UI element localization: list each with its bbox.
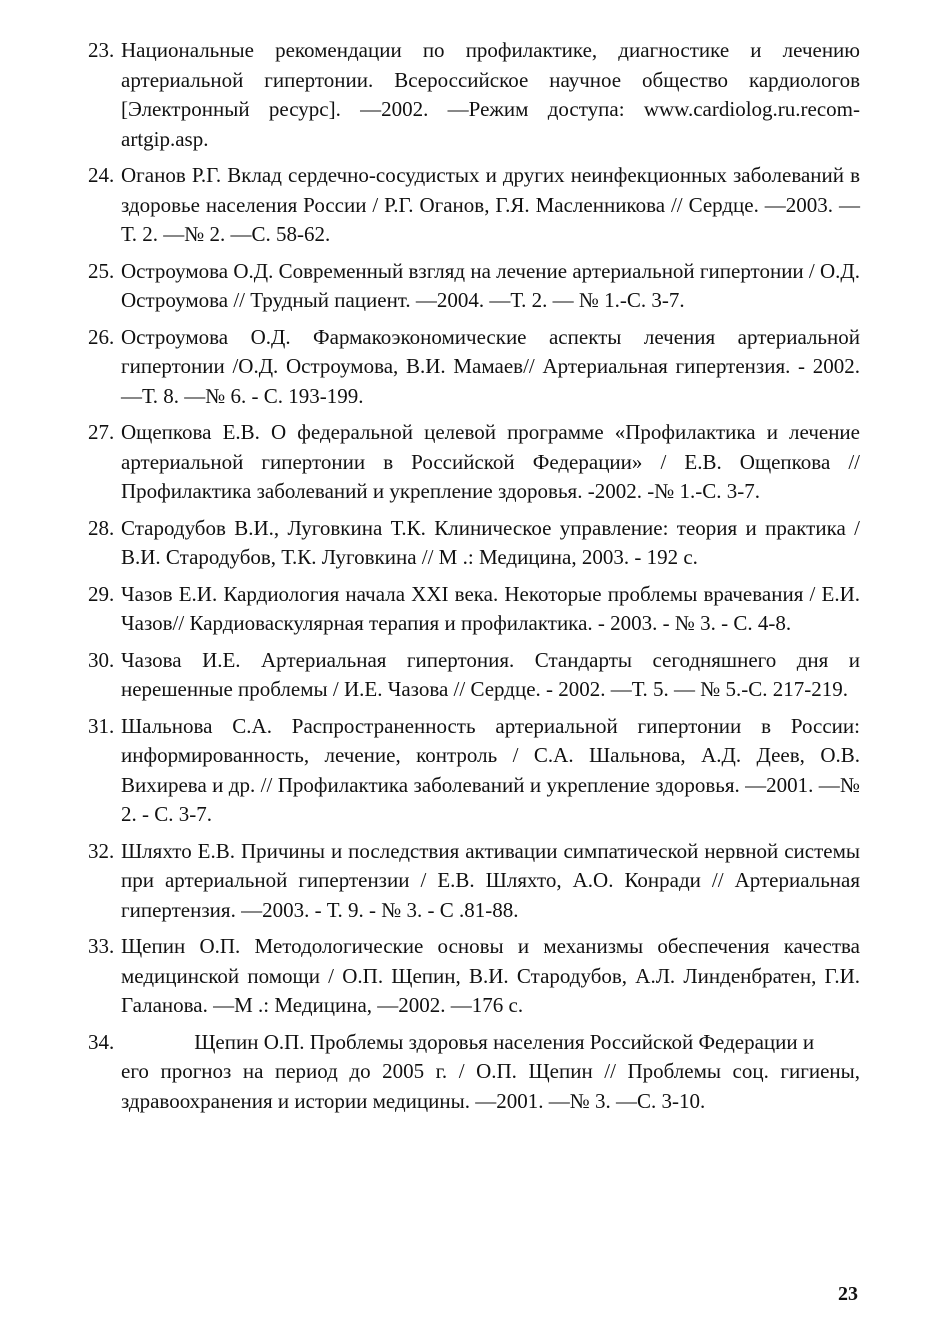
reference-text: Оганов Р.Г. Вклад сердечно-сосудистых и других неинфекционных заболеваний в здоровье населения России / Р.Г. Оганов, Г.Я. Масленникова // Сердце. —2003. —Т. 2. —№ 2. —С. 58-62. — [121, 163, 860, 246]
reference-text: Шляхто Е.В. Причины и последствия активации симпатической нервной системы при артериальной гипертензии / Е.В. Шляхто, А.О. Конради // Артериальная гипертензия. —2003. - Т. 9. - № 3. - С .81-88. — [121, 838, 860, 922]
reference-item — [88, 580, 860, 639]
reference-item — [88, 36, 860, 154]
reference-number: 30. — [88, 647, 115, 672]
reference-number: 24. — [88, 163, 115, 187]
reference-text: Остроумова О.Д. Фармакоэкономические аспекты лечения артериальной гипертонии /О.Д. Остроумова, В.И. Мамаев// Артериальная гипертензия. - 2002. —Т. 8. —№ 6. - С. 193-199. — [121, 324, 860, 408]
reference-text: Остроумова О.Д. Современный взгляд на лечение артериальной гипертонии / О.Д. Остроумова // Трудный пациент. —2004. —Т. 2. — № 1.-С. 3-7. — [121, 258, 860, 312]
reference-number: 31. — [88, 713, 115, 738]
reference-item — [88, 932, 860, 1021]
reference-text: Шальнова С.А. Распространенность артериальной гипертонии в России: информированность, лечение, контроль / С.А. Шальнова, А.Д. Деев, О.В. Вихирева и др. // Профилактика заболеваний и укрепление здоровья. —2001. —№ 2. - С. 3-7. — [121, 713, 860, 826]
reference-item — [88, 161, 860, 250]
reference-number: 26. — [88, 324, 115, 349]
reference-item — [88, 514, 860, 573]
reference-number: 32. — [88, 838, 115, 863]
reference-number: 33. — [88, 934, 115, 958]
reference-text: Щепин О.П. Методологические основы и механизмы обеспечения качества медицинской помощи / О.П. Щепин, В.И. Стародубов, А.Л. Линденбратен, Г.И. Галанова. —М .: Медицина, —2002. —176 с. — [121, 934, 860, 1017]
reference-number: 27. — [88, 420, 115, 444]
reference-text: Чазова И.Е. Артериальная гипертония. Стандарты сегодняшнего дня и нерешенные проблемы / И.Е. Чазова // Сердце. - 2002. —Т. 5. — № 5.-С. 217-219. — [121, 647, 860, 701]
reference-item — [88, 418, 860, 507]
reference-first-line — [88, 1028, 888, 1058]
reference-item-last — [88, 1028, 888, 1117]
reference-number: 23. — [88, 38, 115, 62]
reference-item — [88, 257, 860, 316]
reference-text: Чазов Е.И. Кардиология начала XXI века. Некоторые проблемы врачевания / Е.И. Чазов// Кардиоваскулярная терапия и профилактика. - 2003. - № 3. - С. 4-8. — [121, 581, 860, 635]
reference-text: Ощепкова Е.В. О федеральной целевой программе «Профилактика и лечение артериальной гипертонии в Российской Федерации» / Е.В. Ощепкова // Профилактика заболеваний и укрепление здоровья. -2002. -№ 1.-С. 3-7. — [121, 420, 860, 503]
reference-item — [88, 323, 860, 412]
reference-number: 29. — [88, 581, 115, 606]
reference-text: Национальные рекомендации по профилактике, диагностике и лечению артериальной гипертонии. Всероссийское научное общество кардиологов [Электронный ресурс]. —2002. —Режим доступа: www.cardiolog.ru.recom-artgip.asp. — [121, 38, 860, 151]
reference-text-first-line: Щепин О.П. Проблемы здоровья населения Российской Федерации и — [194, 1029, 815, 1054]
reference-item — [88, 712, 860, 830]
reference-text: его прогноз на период до 2005 г. / О.П. Щепин // Проблемы соц. гигиены, здравоохранения и истории медицины. —2001. —№ 3. —С. 3-10. — [121, 1059, 860, 1113]
reference-item — [88, 646, 860, 705]
reference-text: Стародубов В.И., Луговкина Т.К. Клиническое управление: теория и практика / В.И. Стародубов, Т.К. Луговкина // М .: Медицина, 2003. - 192 с. — [121, 515, 860, 569]
reference-list — [88, 36, 860, 1123]
reference-item — [88, 837, 860, 926]
page-number: 23 — [838, 1283, 858, 1305]
reference-number: 28. — [88, 515, 115, 540]
reference-number: 25. — [88, 258, 115, 283]
reference-number: 34. — [88, 1029, 115, 1054]
